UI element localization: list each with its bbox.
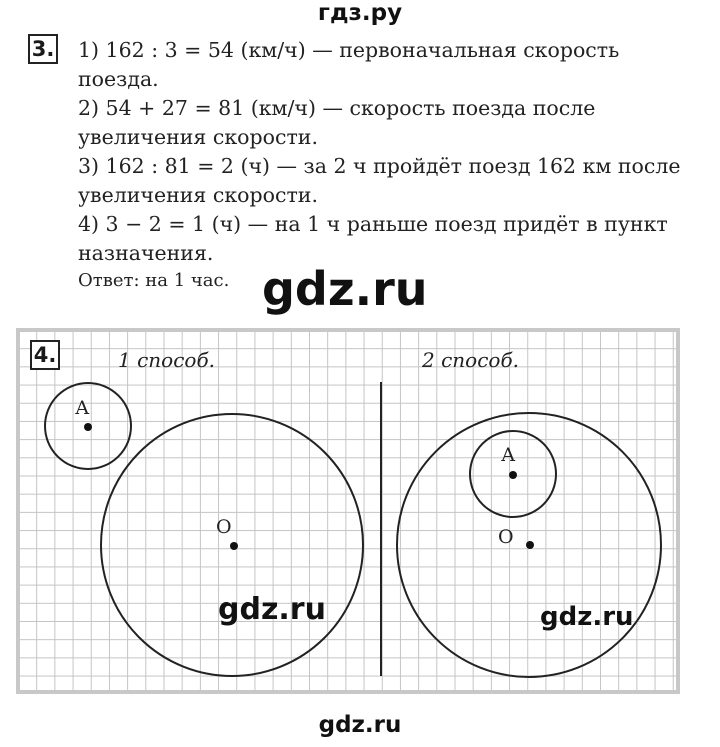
method-1-caption: 1 способ. bbox=[118, 348, 216, 372]
solution-step-1: 1) 162 : 3 = 54 (км/ч) — первоначальная скорость поезда. bbox=[78, 38, 620, 91]
solution-step-2: 2) 54 + 27 = 81 (км/ч) — скорость поезда после увеличения скорости. bbox=[78, 96, 596, 149]
task-3-number: 3. bbox=[28, 34, 58, 64]
watermark-right: gdz.ru bbox=[540, 602, 634, 632]
solution-step-4: 4) 3 − 2 = 1 (ч) — на 1 ч раньше поезд придёт в пункт назначения. bbox=[78, 212, 668, 265]
point-a-method-1 bbox=[84, 423, 92, 431]
watermark-left: gdz.ru bbox=[218, 592, 326, 627]
label-a-method-2: А bbox=[501, 444, 516, 466]
label-o-method-2: О bbox=[498, 526, 514, 548]
label-a-method-1: А bbox=[75, 397, 90, 419]
task-4-number: 4. bbox=[30, 340, 60, 370]
watermark-bottom: gdz.ru bbox=[318, 712, 402, 738]
watermark-center: gdz.ru bbox=[262, 262, 428, 316]
point-o-method-1 bbox=[230, 542, 238, 550]
point-a-method-2 bbox=[509, 471, 517, 479]
watermark-top: гдз.ру bbox=[317, 0, 403, 26]
task-3-answer: Ответ: на 1 час. bbox=[78, 270, 230, 291]
solution-step-3: 3) 162 : 81 = 2 (ч) — за 2 ч пройдёт поезд 162 км после увеличения скорости. bbox=[78, 154, 681, 207]
label-o-method-1: О bbox=[216, 516, 232, 538]
point-o-method-2 bbox=[526, 541, 534, 549]
method-2-caption: 2 способ. bbox=[422, 348, 520, 372]
